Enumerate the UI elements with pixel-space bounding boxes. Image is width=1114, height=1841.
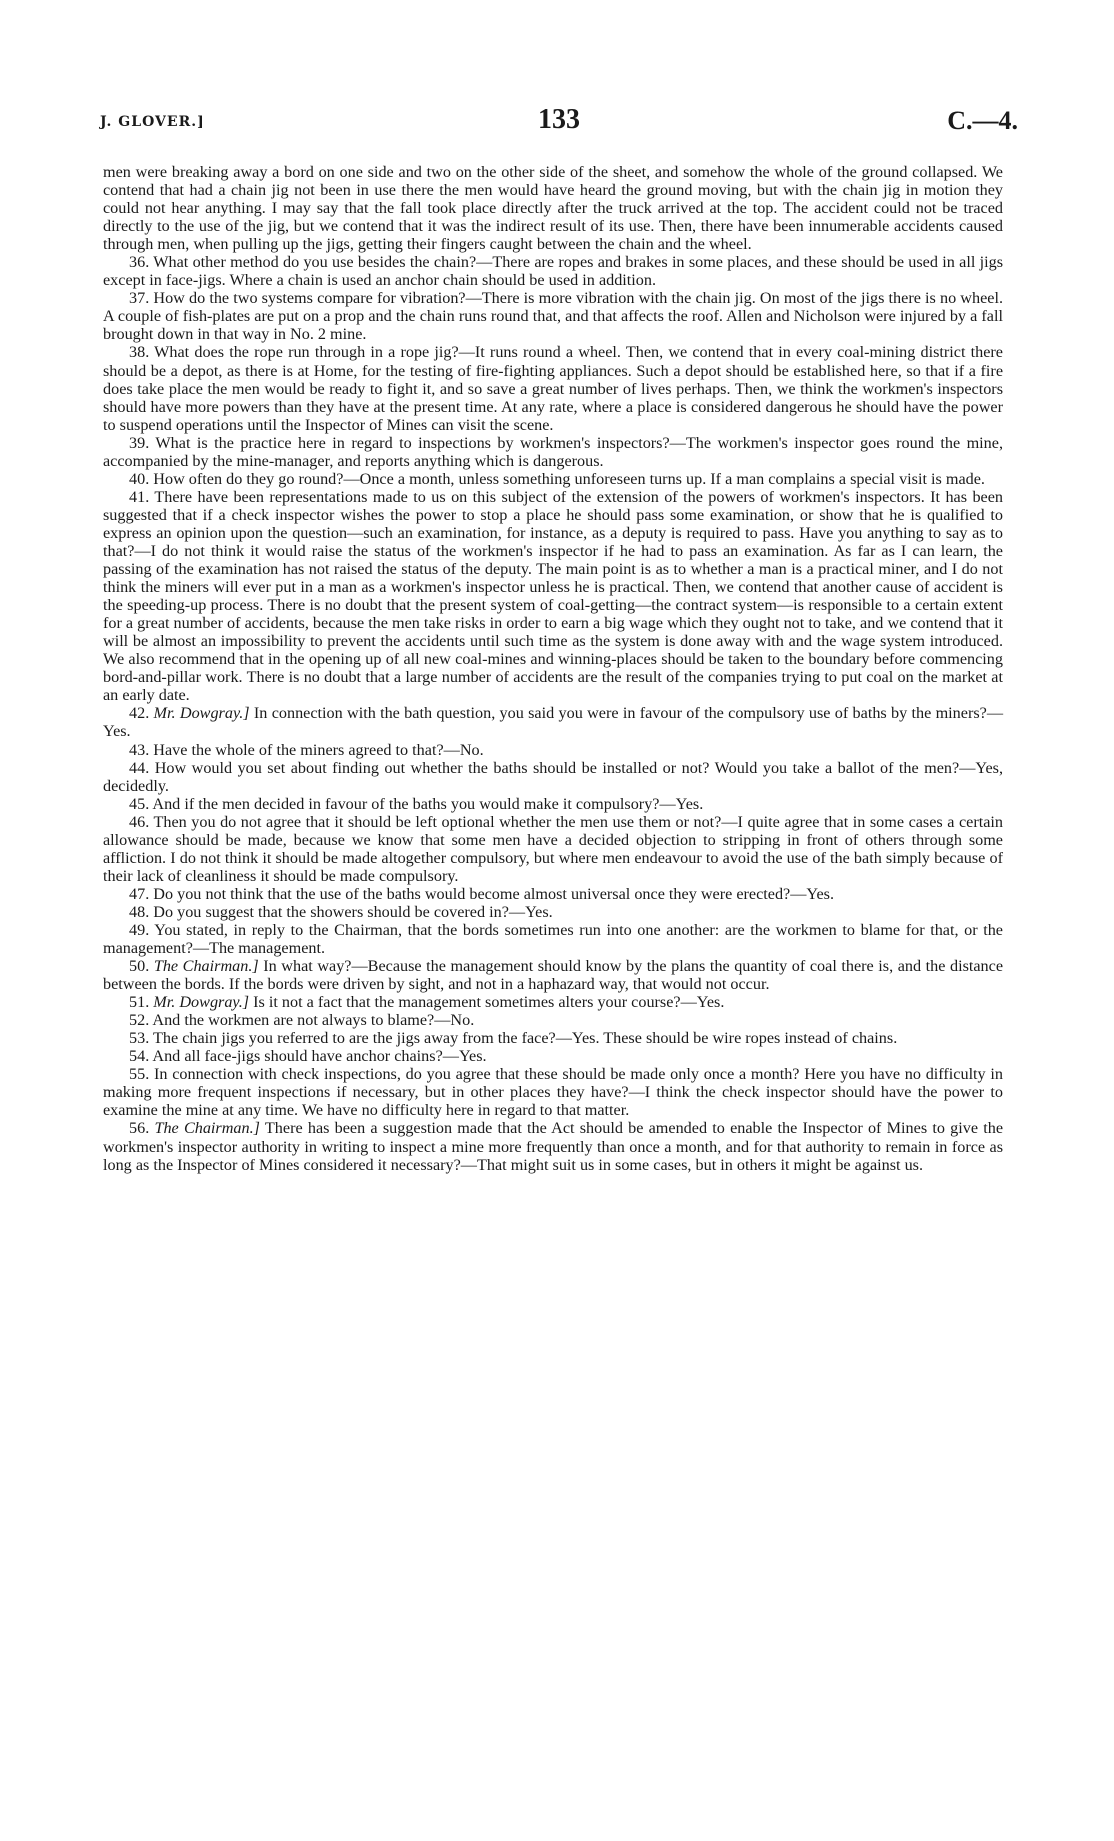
speaker-name: Mr. Dowgray.]	[153, 704, 250, 723]
question-answer	[103, 470, 1003, 488]
question-answer	[103, 289, 1003, 343]
paragraph-text: And the workmen are not always to blame?—No.	[152, 1011, 475, 1030]
paragraph-text: There has been a suggestion made that the Act should be amended to enable the Inspector of Mines to give the workmen's inspector authority in writing to inspect a mine more frequently than once a month, and for that authority to remain in force as long as the Inspector of Mines considered it necessary?—That might suit us in some cases, but in others it might be against us.	[103, 1119, 1004, 1174]
paragraph-text: What other method do you use besides the chain?—There are ropes and brakes in some places, and these should be used in all jigs except in face-jigs. Where a chain is used an anchor chain should be used in addition.	[103, 253, 1003, 290]
page-number: 133	[538, 104, 580, 135]
question-answer	[103, 1065, 1003, 1119]
question-number: 36.	[129, 253, 150, 272]
question-number: 47.	[129, 884, 150, 903]
question-number: 43.	[129, 740, 150, 759]
question-answer	[103, 253, 1003, 289]
question-answer	[103, 1047, 1003, 1065]
question-number: 41.	[129, 487, 150, 506]
paragraph-text: How would you set about finding out whether the baths should be installed or not? Would you take a ballot of the men?—Yes, decidedly.	[103, 758, 1003, 795]
question-number: 40.	[129, 469, 150, 488]
question-answer	[103, 1029, 1003, 1047]
question-number: 44.	[129, 758, 150, 777]
paragraph-text: And all face-jigs should have anchor chains?—Yes.	[152, 1047, 487, 1066]
paragraph-text: How often do they go round?—Once a month, unless something unforeseen turns up. If a man complains a special visit is made.	[153, 469, 985, 488]
speaker-name: The Chairman.]	[153, 957, 259, 976]
paragraph-text: How do the two systems compare for vibration?—There is more vibration with the chain jig. On most of the jigs there is no wheel. A couple of fish-plates are put on a prop and the chain runs round that, and that affects the roof. Allen and Nicholson were injured by a fall brought down in that way in No. 2 mine.	[103, 289, 1004, 344]
question-answer	[103, 957, 1003, 993]
question-answer	[103, 434, 1003, 470]
question-number: 48.	[129, 902, 150, 921]
paragraph-text: In connection with check inspections, do you agree that these should be made only once a month? Here you have no difficulty in making more frequent inspections if necessary, but in other places they have?—I think the check inspector should have the power to examine the mine at any time. We have no difficulty here in regard to that matter.	[103, 1065, 1003, 1120]
paragraph-text: There have been representations made to us on this subject of the extension of the powers of workmen's inspectors. It has been suggested that if a check inspector wishes the power to stop a place he should pass some examination, or show that he is qualified to express an opinion upon the question—such an examination, for instance, as a deputy is required to pass. Have you anything to say as to that?—I do not think it would raise the status of the workmen's inspector if he had to pass an examination. As far as I can learn, the passing of the examination has not raised the status of the deputy. The main point is as to whether a man is a practical miner, and I do not think the miners will ever put in a man as a workmen's inspector unless he is practical. Then, we contend that another cause of accident is the speeding-up process. There is no doubt that the present system of coal-getting—the contract system—is responsible to a certain extent for a great number of accidents, because the men take risks in order to earn a big wage which they ought not to take, and we contend that it will be almost an impossibility to prevent the accidents until such time as the system is done away with and the wage system introduced. We also recommend that in the opening up of all new coal-mines and winning-places should be taken to the boundary before commencing bord-and-pillar work. There is no doubt that a large number of accidents are the result of the companies trying to put coal on the market at an early date.	[103, 487, 1003, 705]
paragraph-text: You stated, in reply to the Chairman, that the bords sometimes run into one another: are the workmen to blame for that, or the management?—The management.	[103, 920, 1003, 958]
question-number: 49.	[129, 920, 150, 939]
paragraph-continuation	[103, 163, 1003, 253]
question-answer	[103, 488, 1003, 705]
question-answer	[103, 813, 1003, 885]
page-header	[100, 104, 1018, 144]
paragraph-text: Is it not a fact that the management sometimes alters your course?—Yes.	[253, 993, 725, 1012]
paragraph-text: What is the practice here in regard to inspections by workmen's inspectors?—The workmen's inspector goes round the mine, accompanied by the mine-manager, and reports anything which is dangerous.	[103, 433, 1003, 470]
question-answer	[103, 1119, 1003, 1173]
question-number: 39.	[129, 433, 150, 452]
question-number: 55.	[129, 1065, 150, 1084]
paragraph-text: In what way?—Because the management should know by the plans the quantity of coal there is, and the distance between the bords. If the bords were driven by sight, and not in a haphazard way, that would not occur.	[103, 957, 1004, 994]
speaker-name: The Chairman.]	[154, 1119, 260, 1138]
paragraph-text: Do you not think that the use of the baths would become almost universal once they were erected?—Yes.	[153, 884, 835, 903]
question-number: 38.	[129, 343, 150, 362]
paragraph-text: The chain jigs you referred to are the jigs away from the face?—Yes. These should be wire ropes instead of chains.	[153, 1029, 898, 1048]
paragraph-text: Do you suggest that the showers should be covered in?—Yes.	[153, 902, 553, 921]
witness-name: J. GLOVER.]	[100, 114, 205, 130]
paragraph-text: In connection with the bath question, you said you were in favour of the compulsory use of baths by the miners?—Yes.	[103, 704, 1004, 741]
section-code: C.—4.	[947, 106, 1018, 135]
paragraph-text: Then you do not agree that it should be left optional whether the men use them or not?—I quite agree that in some cases a certain allowance should be made, because we know that some men have a decided objection to stripping in front of others through some affliction. I do not think it should be made altogether compulsory, but where men endeavour to avoid the use of the bath simply because of their lack of cleanliness it should be made compulsory.	[103, 812, 1003, 885]
question-answer	[103, 903, 1003, 921]
question-number: 54.	[129, 1047, 150, 1066]
question-answer	[103, 885, 1003, 903]
question-answer	[103, 741, 1003, 759]
question-number: 42.	[129, 704, 150, 723]
question-number: 46.	[129, 812, 150, 831]
question-answer	[103, 759, 1003, 795]
speaker-name: Mr. Dowgray.]	[153, 993, 250, 1012]
question-number: 50.	[129, 957, 150, 976]
question-number: 51.	[129, 993, 150, 1012]
question-answer	[103, 795, 1003, 813]
paragraph-text: Have the whole of the miners agreed to that?—No.	[153, 740, 484, 759]
paragraph-text: And if the men decided in favour of the baths you would make it compulsory?—Yes.	[152, 794, 704, 813]
question-number: 37.	[129, 289, 150, 308]
question-answer	[103, 993, 1003, 1011]
question-answer	[103, 921, 1003, 957]
body-text	[103, 163, 1003, 1174]
paragraph-text: men were breaking away a bord on one side and two on the other side of the sheet, and somehow the whole of the ground collapsed. We contend that had a chain jig not been in use there the men would have heard the ground moving, but with the chain jig in motion they could not hear anything. I may say that the fall took place directly after the truck arrived at the top. The accident could not be traced directly to the use of the jig, but we contend that it was the indirect result of its use. Then, there have been innumerable accidents caused through men, when pulling up the jigs, getting their fingers caught between the chain and the wheel.	[103, 163, 1003, 254]
question-number: 53.	[129, 1029, 150, 1048]
question-answer	[103, 343, 1003, 433]
question-number: 52.	[129, 1011, 150, 1030]
question-number: 45.	[129, 794, 150, 813]
question-number: 56.	[129, 1119, 150, 1138]
question-answer	[103, 1011, 1003, 1029]
question-answer	[103, 704, 1003, 740]
paragraph-text: What does the rope run through in a rope jig?—It runs round a wheel. Then, we contend that in every coal-mining district there should be a depot, as there is at Home, for the testing of fire-fighting appliances. Such a depot should be established here, so that if a fire does take place the men would be ready to fight it, and so save a great number of lives perhaps. Then, we think the workmen's inspectors should have more powers than they have at the present time. At any rate, where a place is considered dangerous he should have the power to suspend operations until the Inspector of Mines can visit the scene.	[103, 343, 1003, 434]
